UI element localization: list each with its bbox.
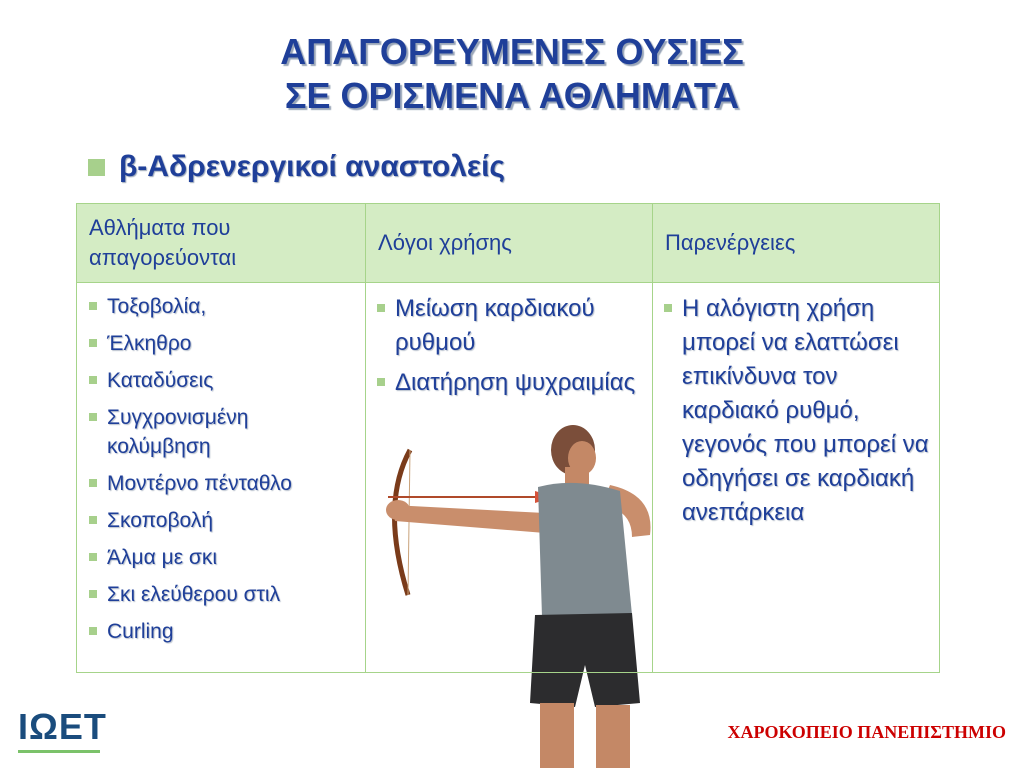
sports-list [87,292,357,654]
header-sports: Αθλήματα που απαγορεύονται [77,204,365,282]
side-effects-list [662,292,930,536]
substances-table [76,203,940,673]
list-item: Σκι ελεύθερου στιλ [87,580,357,609]
list-item: Τοξοβολία, [87,292,357,321]
list-item: Μείωση καρδιακού ρυθμού [375,292,645,360]
subtitle [88,150,505,184]
column-divider-1 [365,204,366,672]
university-name: ΧΑΡΟΚΟΠΕΙΟ ΠΑΝΕΠΙΣΤΗΜΙΟ [727,722,1006,742]
list-item: Curling [87,617,357,646]
list-item: Έλκηθρο [87,329,357,358]
list-item: Άλμα με σκι [87,543,357,572]
column-divider-2 [652,204,653,672]
subtitle-text: β-Αδρενεργικοί αναστολείς [119,150,506,183]
list-item: Μοντέρνο πένταθλο [87,469,357,498]
list-item: Διατήρηση ψυχραιμίας [375,366,645,400]
logo: ΙΩΕΤ [18,706,107,747]
list-item: Η αλόγιστη χρήση μπορεί να ελαττώσει επικίνδυνα τον καρδιακό ρυθμό, γεγονός που μπορεί να οδηγήσει σε καρδιακή ανεπάρκεια [662,292,930,530]
title-line-1: ΑΠΑΓΟΡΕΥΜΕΝΕΣ ΟΥΣΙΕΣ [280,31,744,72]
slide-title [0,30,1024,118]
list-item: Σκοποβολή [87,506,357,535]
header-divider [77,282,939,283]
title-line-2: ΣΕ ΟΡΙΣΜΕΝΑ ΑΘΛΗΜΑΤΑ [284,75,740,116]
list-item: Συγχρονισμένη κολύμβηση [87,403,357,461]
header-reasons: Λόγοι χρήσης [366,204,652,282]
header-side-effects: Παρενέργειες [653,204,939,282]
list-item: Καταδύσεις [87,366,357,395]
reasons-list [375,292,645,406]
square-bullet-icon [88,159,105,176]
